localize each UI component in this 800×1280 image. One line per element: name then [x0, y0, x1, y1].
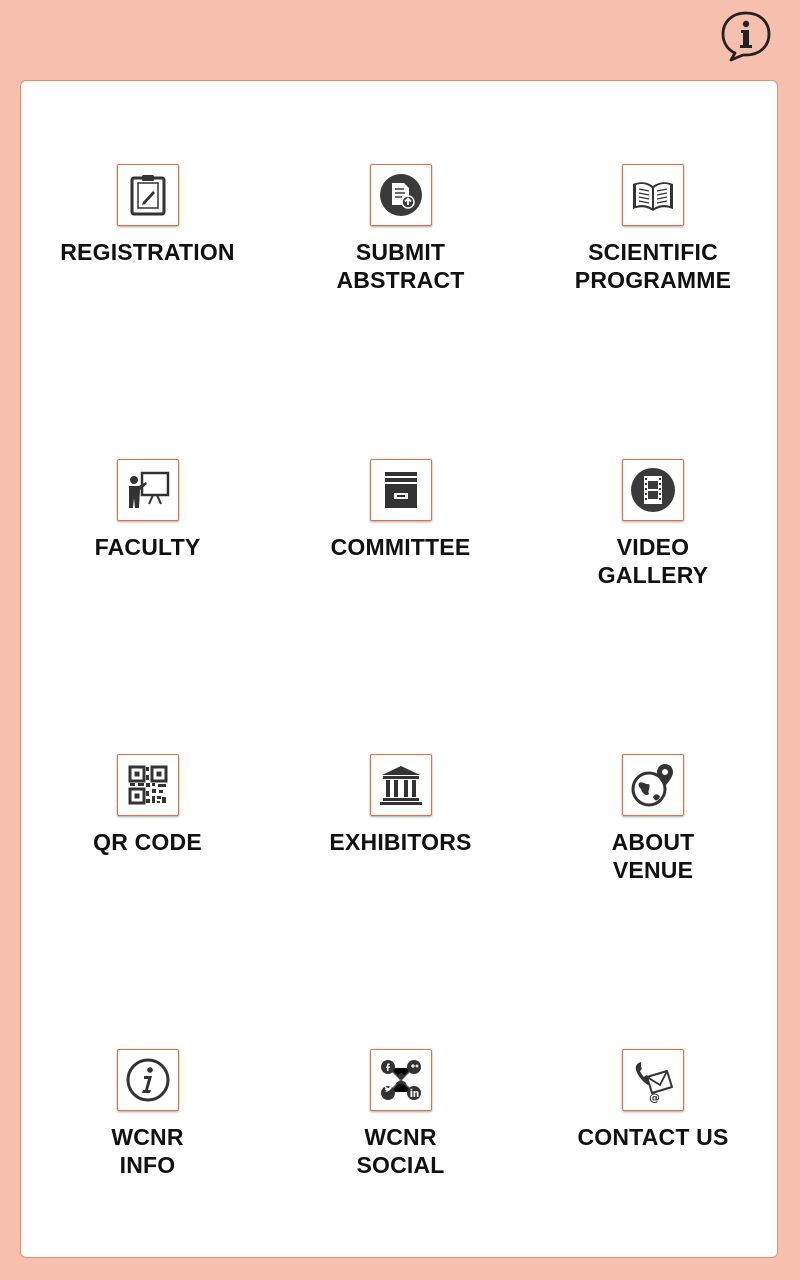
menu-item-label: QR CODE	[93, 829, 202, 855]
menu-item-label: CONTACT US	[577, 1124, 729, 1150]
document-upload-icon	[375, 169, 427, 221]
menu-item-label: VIDEO GALLERY	[597, 534, 709, 588]
menu-item-committee[interactable]	[274, 376, 527, 671]
clipboard-icon	[122, 169, 174, 221]
phone-mail-icon	[627, 1054, 679, 1106]
menu-icon-box	[622, 164, 684, 226]
menu-icon-box	[117, 459, 179, 521]
menu-item-label: FACULTY	[94, 534, 201, 560]
globe-location-icon	[627, 759, 679, 811]
menu-grid	[21, 81, 779, 1259]
menu-panel	[20, 80, 778, 1258]
menu-icon-box	[370, 459, 432, 521]
menu-item-label: SCIENTIFIC PROGRAMME	[574, 239, 732, 293]
presenter-board-icon	[122, 464, 174, 516]
top-bar	[0, 0, 800, 80]
menu-item-label: COMMITTEE	[330, 534, 471, 560]
info-icon	[122, 1054, 174, 1106]
menu-item-about-venue[interactable]	[527, 671, 779, 966]
menu-item-faculty[interactable]	[21, 376, 274, 671]
menu-item-scientific-programme[interactable]	[527, 81, 779, 376]
menu-item-wcnr-info[interactable]	[21, 966, 274, 1259]
menu-icon-box	[622, 1049, 684, 1111]
menu-item-label: ABOUT VENUE	[611, 829, 695, 883]
menu-item-label: WCNR SOCIAL	[356, 1124, 445, 1178]
menu-icon-box	[117, 1049, 179, 1111]
menu-item-submit-abstract[interactable]	[274, 81, 527, 376]
building-icon	[375, 759, 427, 811]
menu-item-qr-code[interactable]	[21, 671, 274, 966]
menu-item-label: REGISTRATION	[60, 239, 235, 265]
svg-text:@: @	[649, 1091, 660, 1104]
menu-item-label: SUBMIT ABSTRACT	[336, 239, 465, 293]
menu-item-registration[interactable]	[21, 81, 274, 376]
menu-icon-box	[370, 164, 432, 226]
menu-icon-box	[622, 459, 684, 521]
social-network-icon	[375, 1054, 427, 1106]
film-icon	[627, 464, 679, 516]
menu-icon-box	[117, 754, 179, 816]
info-button[interactable]	[718, 8, 774, 64]
menu-icon-box	[117, 164, 179, 226]
menu-item-wcnr-social[interactable]	[274, 966, 527, 1259]
archive-drawer-icon	[375, 464, 427, 516]
menu-item-label: EXHIBITORS	[329, 829, 472, 855]
menu-item-contact-us[interactable]	[527, 966, 779, 1259]
menu-item-video-gallery[interactable]	[527, 376, 779, 671]
menu-item-label: WCNR INFO	[111, 1124, 184, 1178]
qr-code-icon	[122, 759, 174, 811]
info-speech-bubble-icon	[718, 8, 774, 64]
open-book-icon	[627, 169, 679, 221]
menu-icon-box	[370, 1049, 432, 1111]
menu-icon-box	[622, 754, 684, 816]
menu-item-exhibitors[interactable]	[274, 671, 527, 966]
menu-icon-box	[370, 754, 432, 816]
